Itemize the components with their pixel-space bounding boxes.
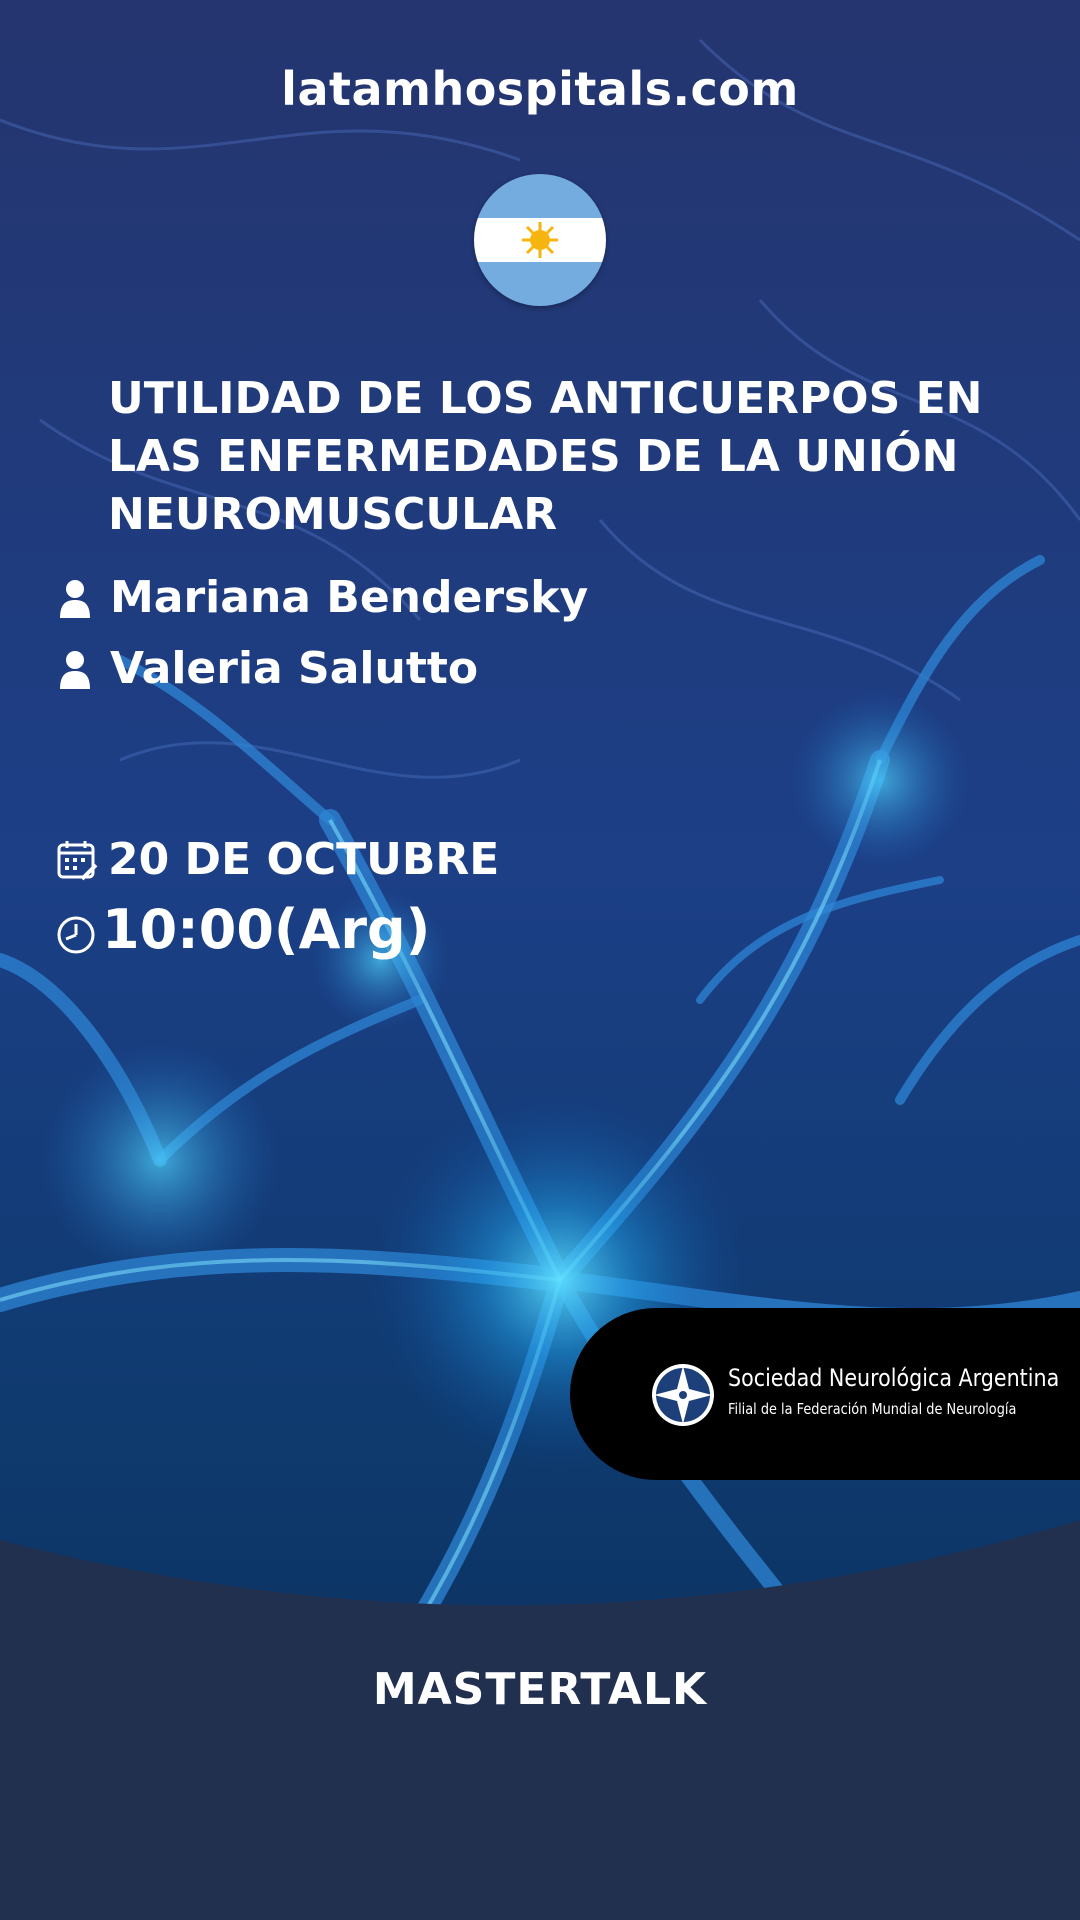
- speaker-name: Mariana Bendersky: [110, 572, 589, 623]
- event-time: 10:00(Arg): [102, 898, 431, 961]
- speaker-row: [58, 643, 478, 694]
- speaker-row: [58, 572, 588, 623]
- event-date-row: [56, 834, 499, 885]
- footer-label: MASTERTALK: [372, 1664, 708, 1715]
- calendar-icon: [56, 839, 98, 881]
- star-compass-icon: [650, 1362, 716, 1428]
- organizer-subtitle: Filial de la Federación Mundial de Neurología: [728, 1400, 1017, 1418]
- argentina-flag-icon: [474, 174, 606, 306]
- clock-icon: [56, 915, 96, 955]
- person-icon: [58, 649, 92, 689]
- event-date: 20 DE OCTUBRE: [108, 834, 500, 885]
- website-url[interactable]: latamhospitals.com: [281, 62, 799, 116]
- organizer-name: Sociedad Neurológica Argentina: [728, 1364, 1060, 1392]
- speaker-name: Valeria Salutto: [110, 643, 479, 694]
- organizer-logo-panel: [570, 1308, 1080, 1480]
- event-time-row: [56, 898, 430, 961]
- person-icon: [58, 578, 92, 618]
- event-title: UTILIDAD DE LOS ANTICUERPOS EN LAS ENFERMEDADES DE LA UNIÓN NEUROMUSCULAR: [108, 373, 983, 540]
